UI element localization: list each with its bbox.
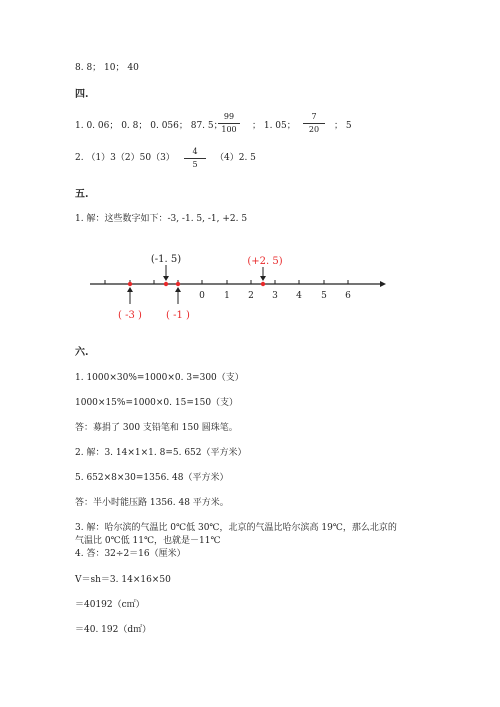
section-heading-5: 五. [75,189,89,200]
fraction-denominator: 100 [221,125,237,134]
answer-line-3a: 2. （1）3（2）50（3） [75,153,175,163]
number-line-diagram [80,252,390,327]
arrow-down-icon [163,276,169,281]
answer-line-15: ＝40192（c㎡） [75,600,145,610]
label-minus-1-5: (-1. 5) [150,254,182,265]
tick-label: 5 [321,291,327,301]
fraction-denominator: 5 [192,160,198,169]
answer-line-7: 答：募捐了 300 支铅笔和 150 圆珠笔。 [75,423,238,433]
section-heading-6: 六. [75,347,89,358]
section-heading-4: 四. [75,89,89,100]
answer-line-4: 1. 解：这些数字如下：-3, -1. 5, -1, +2. 5 [75,214,248,224]
tick-label: 3 [272,291,278,301]
answer-line-1: 8. 8； 10； 40 [75,63,139,73]
answer-line-14: V＝sh＝3. 14×16×50 [75,575,171,585]
arrow-down-icon [260,276,266,281]
answer-line-2c: ； 5 [334,121,352,131]
answer-line-10: 答：半小时能压路 1356. 48 平方米。 [75,498,229,508]
label-minus-3: ( -3 ) [118,310,142,321]
answer-line-16: ＝40. 192（d㎡） [75,625,152,635]
fraction-99-100 [218,113,240,134]
arrow-up-icon [175,287,181,292]
point-plus-2-5 [261,282,265,286]
answer-line-11: 3. 解：哈尔滨的气温比 0℃低 30℃，北京的气温比哈尔滨高 19℃，那么北京的 [75,523,397,533]
point-minus-3 [128,282,132,286]
fraction-4-5 [184,148,206,169]
tick-label: 0 [199,291,205,301]
fraction-numerator: 4 [192,147,198,156]
answer-line-3b: （4）2. 5 [215,153,256,163]
arrow-up-icon [127,287,133,292]
fraction-denominator: 20 [308,125,320,134]
answer-line-8: 2. 解：3. 14×1×1. 8=5. 652（平方米） [75,448,247,458]
label-minus-1: ( -1 ) [166,310,190,321]
fraction-bar [218,123,240,124]
fraction-7-20 [303,113,325,134]
fraction-numerator: 7 [311,112,317,121]
answer-line-6: 1000×15%=1000×0. 15=150（支） [75,398,239,408]
answer-line-9: 5. 652×8×30=1356. 48（平方米） [75,473,229,483]
fraction-numerator: 99 [223,112,235,121]
answer-line-13: 4. 答：32÷2＝16（厘米） [75,549,186,559]
fraction-bar [303,123,325,124]
tick-label: 2 [248,291,254,301]
fraction-bar [184,158,206,159]
axis-arrow-icon [380,281,386,287]
tick-label: 1 [224,291,230,301]
tick-label: 4 [296,291,302,301]
answer-line-2b: ； 1. 05； [252,121,296,131]
answer-line-5: 1. 1000×30%=1000×0. 3=300（支） [75,373,244,383]
answer-line-2a: 1. 0. 06； 0. 8； 0. 056； 87. 5； [75,121,223,131]
answer-line-12: 气温比 0℃低 11℃，也就是－11℃ [75,536,221,546]
tick-label: 6 [345,291,351,301]
label-plus-2-5: (+2. 5) [247,256,283,267]
point-minus-1-5 [164,282,168,286]
point-minus-1 [176,282,180,286]
